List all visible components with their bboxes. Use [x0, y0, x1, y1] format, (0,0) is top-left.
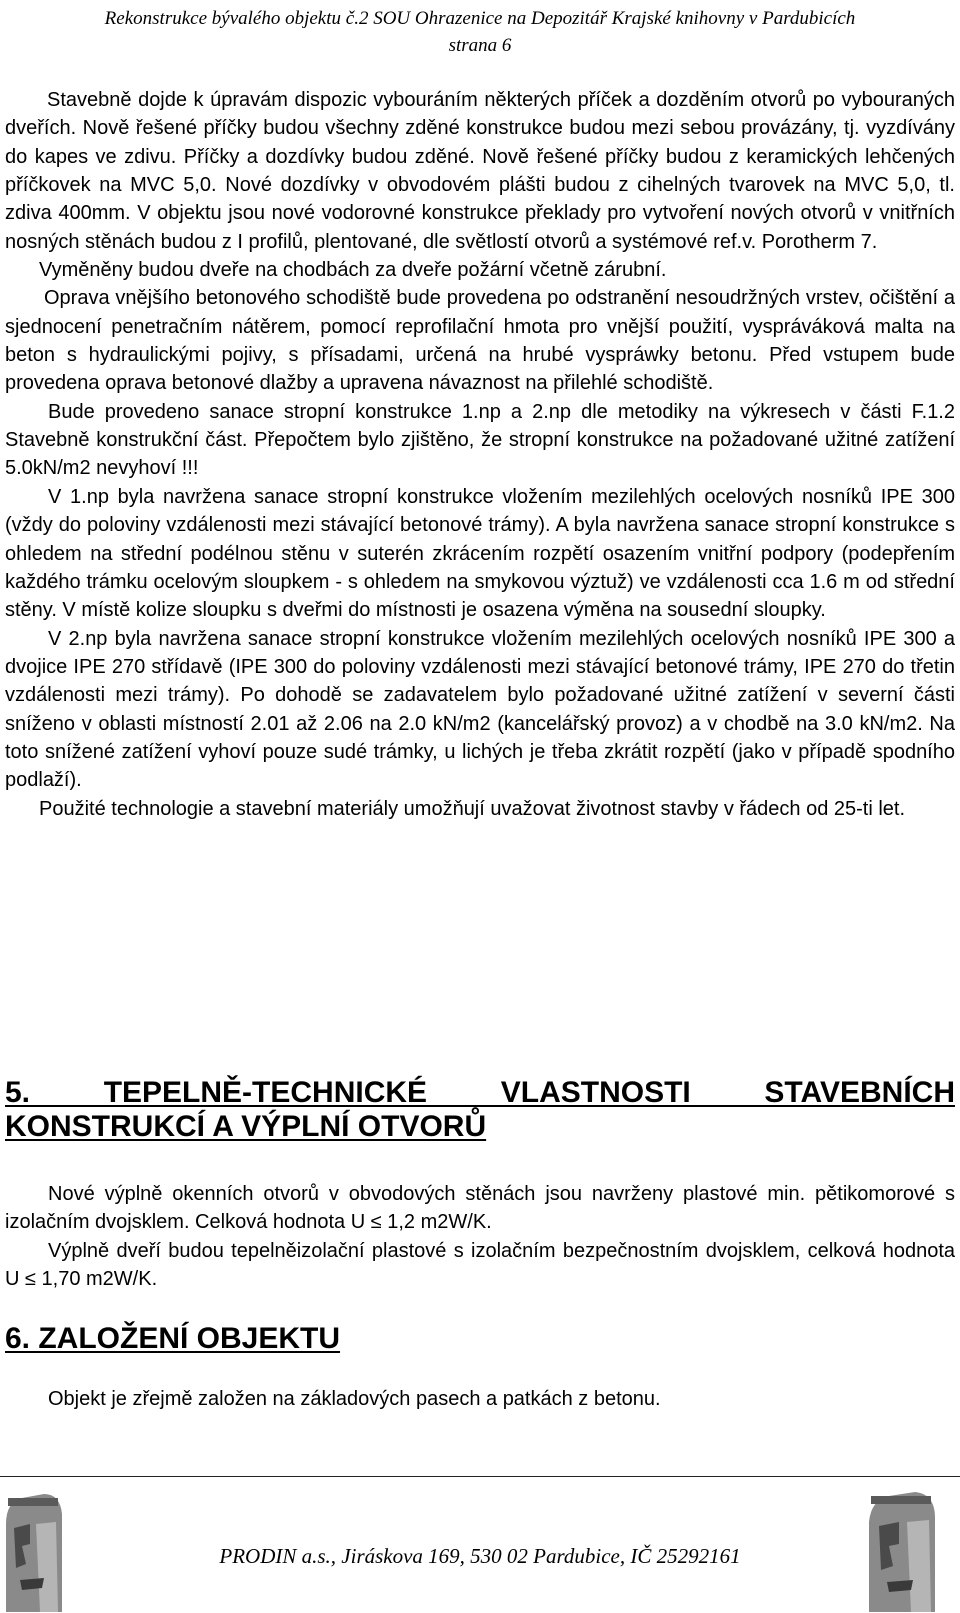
- section-5-heading: 5. TEPELNĚ-TECHNICKÉ VLASTNOSTI STAVEBNÍCH KONSTRUKCÍ A VÝPLNÍ OTVORŮ: [5, 1076, 955, 1143]
- section-6-body: [5, 1385, 955, 1413]
- paragraph-door-fillings: Výplně dveří budou tepelněizolační plastové s izolačním bezpečnostním dvojsklem, celková hodnota U ≤ 1,70 m2W/K.: [5, 1239, 955, 1291]
- body-text: [5, 86, 955, 823]
- footer-company-address: PRODIN a.s., Jiráskova 169, 530 02 Pardubice, IČ 25292161: [219, 1544, 741, 1568]
- page-number: strana 6: [448, 35, 512, 56]
- paragraph-foundation: Objekt je zřejmě založen na základových pasech a patkách z betonu.: [48, 1388, 661, 1410]
- paragraph-staircase-repair: Oprava vnějšího betonového schodiště bude provedena po odstranění nesoudržných vrstev, očištění a sjednocení penetračním nátěrem, pomocí reprofilační hmota pro vnější použití, vyspráváková malta na beton s hydraulickými pojivy, s přísadami, určená na hrubé vyspráwky betonu. Před vstupem bude provedena oprava betonové dlažby a upravena návaznost na přilehlé schodiště.: [5, 287, 955, 395]
- section-5-body: [5, 1180, 955, 1293]
- paragraph-lifespan: Použité technologie a stavební materiály umožňují uvažovat životnost stavby v řádech od 25-ti let.: [39, 797, 906, 820]
- paragraph-doors: Vyměněny budou dveře na chodbách za dveře požární včetně zárubní.: [39, 259, 667, 282]
- paragraph-first-floor: V 1.np byla navržena sanace stropní konstrukce vložením mezilehlých ocelových nosníků IPE 300 (vždy do poloviny vzdálenosti mezi stávající betonové trámy). A byla navržena sanace stropní konstrukce s ohledem na střední podélnou stěnu v suterén zkrácením rozpětí osazením vnitřní podpory (podepřením každého trámku ocelovým sloupkem - s ohledem na smykovou výztuž) ve vzdálenosti cca 1.6 m od střední stěny. V místě kolize sloupku s dveřmi do místnosti je osazena výměna na sousední sloupky.: [5, 485, 955, 622]
- header-title: Rekonstrukce bývalého objektu č.2 SOU Ohrazenice na Depozitář Krajské knihovny v Pardubicích: [104, 8, 856, 29]
- footer-divider: [0, 1476, 960, 1477]
- paragraph-ceiling-remediation: Bude provedeno sanace stropní konstrukce 1.np a 2.np dle metodiky na výkresech v části F.1.2 Stavebně konstrukční část. Přepočtem bylo zjištěno, že stropní konstrukce na požadované užitné zatížení 5.0kN/m2 nevyhoví !!!: [5, 400, 955, 480]
- moai-statue-icon: [865, 1484, 939, 1612]
- section-6-heading: 6. ZALOŽENÍ OBJEKTU: [5, 1322, 341, 1355]
- paragraph-construction-changes: Stavebně dojde k úpravám dispozic vybouráním některých příček a dozděním otvorů po vybouraných dveřích. Nově řešené příčky budou všechny zděné konstrukce budou mezi sebou provázány, tj. vyzdívány do kapes ve zdivu. Příčky a dozdívky budou zděné. Nově řešené příčky budou z keramických lehčených příčkovek na MVC 5,0. Nové dozdívky v obvodovém plášti budou z cihelných tvarovek na MVC 5,0, tl. zdiva 400mm. V objektu jsou nové vodorovné konstrukce překlady pro vytvoření nových otvorů v vnitřních nosných stěnách budou z I profilů, plentované, dle světlostí otvorů a systémové ref.v. Porotherm 7.: [5, 89, 955, 253]
- paragraph-windows: Nové výplně okenních otvorů v obvodových stěnách jsou navrženy plastové min. pětikomorové s izolačním dvojsklem. Celková hodnota U ≤ 1,2 m2W/K.: [5, 1183, 955, 1234]
- paragraph-second-floor: V 2.np byla navržena sanace stropní konstrukce vložením mezilehlých ocelových nosníků IPE 300 a dvojice IPE 270 střídavě (IPE 300 do poloviny vzdálenosti mezi stávající betonové trámy, IPE 270 do třetin vzdálenosti mezi trámy). Po dohodě se zadavatelem bylo požadované užitné zatížení v severní části sníženo v oblasti místností 2.01 až 2.06 na 2.0 kN/m2 (kancelářský provoz) a v chodbě na 3.0 kN/m2. Na toto snížené zatížení vyhoví pouze sudé trámky, u lichých je třeba zkrátit rozpětí (jako v případě spodního podlaží).: [5, 627, 955, 792]
